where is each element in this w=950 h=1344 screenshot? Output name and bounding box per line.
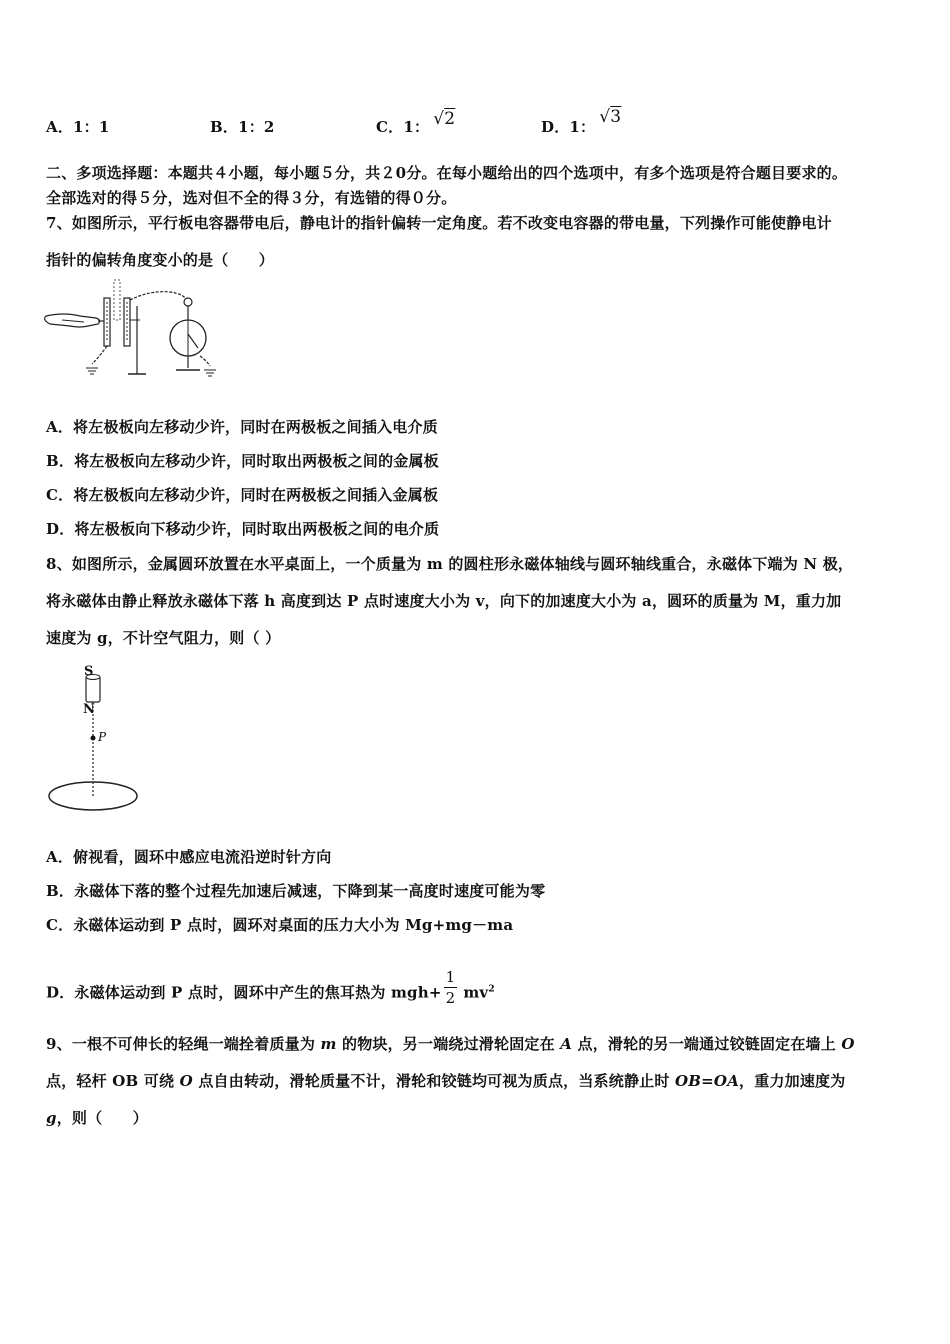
sqrt-symbol-c: √2 — [433, 109, 456, 129]
q9-line1-part3: 点，滑轮的另一端通过铰链固定在墙上 — [577, 1035, 836, 1053]
q7-option-d: D．将左极板向下移动少许，同时取出两极板之间的电介质 — [46, 520, 440, 538]
q8-option-d-prefix: D．永磁体运动到 P 点时，圆环中产生的焦耳热为 mgh+ — [46, 983, 442, 1002]
q6-option-d-prefix: D．1： — [541, 118, 596, 136]
q9-stem-line2 — [46, 1070, 845, 1091]
q9-equation: OB=OA — [675, 1072, 740, 1090]
q6-option-c-root: 2 — [444, 109, 456, 129]
q9-var-m: m — [320, 1035, 337, 1053]
q6-option-c — [376, 109, 456, 137]
q9-line3-part2: ，则（ ） — [56, 1109, 148, 1127]
fraction-one-half — [444, 967, 458, 1008]
q8-label-s: S — [84, 664, 94, 679]
q8-option-c: C．永磁体运动到 P 点时，圆环对桌面的压力大小为 Mg+mg－ma — [46, 916, 514, 934]
q8-option-b: B．永磁体下落的整个过程先加速后减速，下降到某一高度时速度可能为零 — [46, 882, 546, 900]
q8-option-d-suffix: mv — [463, 983, 489, 1002]
q7-stem-line1: 7、如图所示，平行板电容器带电后，静电计的指针偏转一定角度。若不改变电容器的带电量，下列操作可能使静电计 — [46, 214, 832, 232]
fraction-numerator: 1 — [445, 968, 456, 986]
q8-stem-line3: 速度为 g，不计空气阻力，则（ ） — [46, 629, 281, 647]
q6-option-c-prefix: C．1： — [376, 118, 430, 136]
q7-option-b: B．将左极板向左移动少许，同时取出两极板之间的金属板 — [46, 452, 439, 470]
section2-line1: 二、多项选择题：本题共４小题，每小题５分，共２0分。在每小题给出的四个选项中，有多个选项是符合题目要求的。 — [46, 164, 848, 182]
q7-option-a: A．将左极板向左移动少许，同时在两极板之间插入电介质 — [46, 418, 438, 436]
q6-option-b: B．1：2 — [210, 118, 275, 136]
q9-line2-part1: 点，轻杆 OB 可绕 — [46, 1072, 175, 1090]
q8-magnet-ring-figure — [44, 660, 144, 816]
q9-var-g: g — [46, 1109, 57, 1127]
q9-stem-line3 — [46, 1107, 148, 1128]
q6-option-d-root: 3 — [610, 107, 622, 127]
q7-option-c: C．将左极板向左移动少许，同时在两极板之间插入金属板 — [46, 486, 439, 504]
q7-capacitor-figure — [40, 276, 230, 382]
section2-line2: 全部选对的得５分，选对但不全的得３分，有选错的得０分。 — [46, 189, 457, 207]
q9-line2-part3: ，重力加速度为 — [739, 1072, 846, 1090]
q9-var-o: O — [841, 1035, 855, 1053]
q8-stem-line1: 8、如图所示，金属圆环放置在水平桌面上，一个质量为 m 的圆柱形永磁体轴线与圆环轴线重合，永磁体下端为 N 极， — [46, 555, 854, 573]
q7-stem-line2: 指针的偏转角度变小的是（ ） — [46, 251, 275, 269]
sqrt-symbol-d: √3 — [599, 107, 622, 127]
fraction-denominator: 2 — [445, 989, 456, 1007]
q8-option-d — [46, 968, 495, 1014]
q8-label-p: P — [98, 730, 107, 744]
q9-var-o2: O — [179, 1072, 193, 1090]
q8-label-n: N — [83, 702, 96, 717]
q6-option-d — [541, 107, 622, 137]
q9-var-a: A — [560, 1035, 573, 1053]
q9-line1-part2: 的物块，另一端绕过滑轮固定在 — [342, 1035, 555, 1053]
q9-stem-line1 — [46, 1033, 855, 1054]
q8-option-d-exponent: 2 — [488, 984, 495, 995]
q9-line2-part2: 点自由转动，滑轮质量不计，滑轮和铰链均可视为质点，当系统静止时 — [198, 1072, 670, 1090]
q6-option-a: A．1：1 — [46, 118, 110, 136]
q9-line1-part1: 9、一根不可伸长的轻绳一端拴着质量为 — [46, 1035, 316, 1053]
q8-option-a: A．俯视看，圆环中感应电流沿逆时针方向 — [46, 848, 332, 866]
q8-stem-line2: 将永磁体由静止释放永磁体下落 h 高度到达 P 点时速度大小为 v，向下的加速度大小为 a，圆环的质量为 M，重力加 — [46, 592, 842, 610]
